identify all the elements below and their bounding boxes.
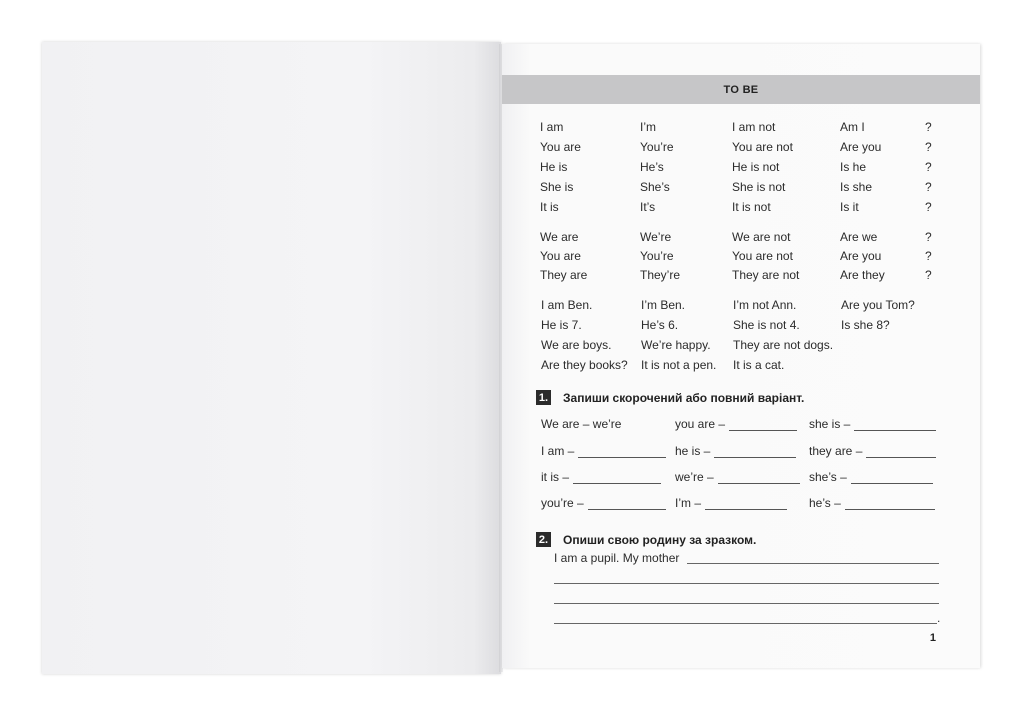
- answer-blank[interactable]: [729, 420, 797, 431]
- grammar-negative: I am not: [732, 120, 776, 134]
- exercise-1-item: [541, 417, 621, 431]
- grammar-contraction: She’s: [640, 180, 670, 194]
- answer-blank[interactable]: [866, 447, 936, 458]
- answer-blank[interactable]: [851, 473, 933, 484]
- exercise-1-prompt: you’re –: [541, 496, 584, 510]
- grammar-question-mark: ?: [925, 230, 932, 244]
- exercise-1-prompt: you are –: [675, 417, 726, 431]
- grammar-question-mark: ?: [925, 249, 932, 263]
- exercise-1-prompt: We are – we’re: [541, 417, 622, 431]
- grammar-affirmative: She is: [540, 180, 574, 194]
- example-sentence: Are you Tom?: [841, 298, 915, 312]
- exercise-1-item: [675, 470, 800, 484]
- grammar-question: Is she: [840, 180, 873, 194]
- example-sentence: We’re happy.: [641, 338, 711, 352]
- exercise-1-prompt: he is –: [675, 444, 711, 458]
- answer-blank[interactable]: [705, 499, 787, 510]
- grammar-affirmative: I am: [540, 120, 564, 134]
- end-period: .: [937, 611, 941, 625]
- grammar-contraction: You’re: [640, 140, 674, 154]
- grammar-question: Am I: [840, 120, 865, 134]
- answer-blank[interactable]: [588, 499, 666, 510]
- exercise-1-prompt: they are –: [809, 444, 863, 458]
- example-sentence: We are boys.: [541, 338, 612, 352]
- answer-blank[interactable]: [718, 473, 800, 484]
- example-sentence: It is a cat.: [733, 358, 785, 372]
- answer-blank[interactable]: [714, 447, 796, 458]
- exercise-1-title: Запиши скорочений або повний варіант.: [563, 391, 805, 405]
- exercise-1-prompt: it is –: [541, 470, 570, 484]
- exercise-1-item: [675, 417, 797, 431]
- exercise-2-title: Опиши свою родину за зразком.: [563, 533, 757, 547]
- grammar-question-mark: ?: [925, 180, 932, 194]
- grammar-negative: It is not: [732, 200, 771, 214]
- exercise-1-item: [675, 496, 787, 510]
- grammar-question-mark: ?: [925, 160, 932, 174]
- grammar-contraction: He’s: [640, 160, 664, 174]
- exercise-1-prompt: she is –: [809, 417, 851, 431]
- example-sentence: He is 7.: [541, 318, 582, 332]
- page-number: 1: [929, 632, 936, 644]
- grammar-question-mark: ?: [925, 140, 932, 154]
- writing-line[interactable]: [554, 623, 937, 624]
- grammar-contraction: We’re: [640, 230, 672, 244]
- page-title: TO BE: [502, 75, 980, 104]
- exercise-1-item: [809, 417, 936, 431]
- grammar-contraction: I’m: [640, 120, 656, 134]
- exercise-1-prompt: I’m –: [675, 496, 702, 510]
- grammar-contraction: It’s: [640, 200, 656, 214]
- grammar-question-mark: ?: [925, 120, 932, 134]
- grammar-negative: You are not: [732, 249, 793, 263]
- grammar-negative: He is not: [732, 160, 780, 174]
- grammar-question: Is it: [840, 200, 859, 214]
- grammar-question: Are you: [840, 140, 882, 154]
- grammar-question-mark: ?: [925, 200, 932, 214]
- grammar-contraction: You’re: [640, 249, 674, 263]
- grammar-affirmative: You are: [540, 249, 581, 263]
- grammar-question: Are you: [840, 249, 882, 263]
- exercise-1-prompt: she’s –: [809, 470, 847, 484]
- grammar-negative: We are not: [732, 230, 791, 244]
- example-sentence: Are they books?: [541, 358, 628, 372]
- grammar-question: Are they: [840, 268, 885, 282]
- example-sentence: They are not dogs.: [733, 338, 834, 352]
- writing-line[interactable]: [687, 563, 939, 564]
- exercise-1-item: [541, 444, 666, 458]
- writing-line[interactable]: [554, 583, 939, 584]
- grammar-question-mark: ?: [925, 268, 932, 282]
- exercise-1-item: [675, 444, 796, 458]
- grammar-negative: She is not: [732, 180, 786, 194]
- exercise-1-number: 1.: [536, 390, 551, 405]
- grammar-affirmative: It is: [540, 200, 559, 214]
- exercise-2-number: 2.: [536, 532, 551, 547]
- exercise-2-sample: I am a pupil. My mother: [554, 551, 680, 565]
- grammar-affirmative: They are: [540, 268, 588, 282]
- writing-line[interactable]: [554, 603, 939, 604]
- grammar-contraction: They’re: [640, 268, 681, 282]
- example-sentence: I am Ben.: [541, 298, 593, 312]
- answer-blank[interactable]: [578, 447, 666, 458]
- right-page: [502, 44, 980, 668]
- grammar-negative: You are not: [732, 140, 793, 154]
- exercise-1-item: [541, 470, 661, 484]
- grammar-negative: They are not: [732, 268, 800, 282]
- example-sentence: I’m not Ann.: [733, 298, 797, 312]
- left-page: [42, 42, 501, 674]
- grammar-question: Is he: [840, 160, 867, 174]
- exercise-1-prompt: I am –: [541, 444, 575, 458]
- grammar-question: Are we: [840, 230, 878, 244]
- answer-blank[interactable]: [845, 499, 935, 510]
- grammar-affirmative: We are: [540, 230, 579, 244]
- exercise-1-prompt: he’s –: [809, 496, 841, 510]
- example-sentence: She is not 4.: [733, 318, 800, 332]
- exercise-1-item: [541, 496, 666, 510]
- grammar-affirmative: He is: [540, 160, 568, 174]
- grammar-affirmative: You are: [540, 140, 581, 154]
- answer-blank[interactable]: [573, 473, 661, 484]
- exercise-1-item: [809, 496, 935, 510]
- exercise-1-item: [809, 444, 936, 458]
- example-sentence: I’m Ben.: [641, 298, 686, 312]
- answer-blank[interactable]: [854, 420, 936, 431]
- example-sentence: He’s 6.: [641, 318, 679, 332]
- exercise-1-item: [809, 470, 933, 484]
- exercise-1-prompt: we’re –: [675, 470, 714, 484]
- example-sentence: It is not a pen.: [641, 358, 717, 372]
- example-sentence: Is she 8?: [841, 318, 890, 332]
